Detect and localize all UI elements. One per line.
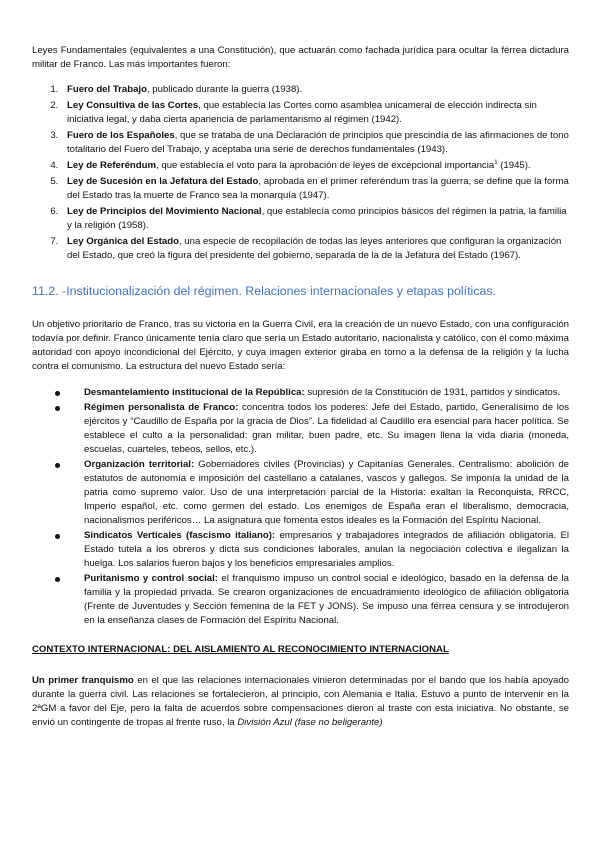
item-text: Gobernadores civiles (Provincias) y Capitanías Generales. Centralismo: abolición de estatutos de autonomía e imposición del castellano a catalanes, vascos y gallegos. Se imponía la unidad de la patria como supremo valor. Uso de una interpretación parcial de la Historia: exaltan la Reconquista, RRCC, Imperio español, etc. como germen del estado. Los enemigos de España eran el liberalismo, democracia, nacionalismos periféricos… La asignatura que fomenta estos ideales es la Formación del Espíritu Nacional. bbox=[84, 459, 569, 526]
list-item bbox=[61, 99, 569, 127]
bullet-icon bbox=[55, 577, 60, 582]
list-item bbox=[84, 458, 569, 528]
section-heading: 11.2. -Institucionalización del régimen. Relaciones internacionales y etapas políticas. bbox=[32, 284, 496, 298]
context-heading: CONTEXTO INTERNACIONAL: DEL AISLAMIENTO AL RECONOCIMIENTO INTERNACIONAL bbox=[32, 644, 449, 655]
law-text-tail: (1945). bbox=[497, 160, 531, 171]
list-item bbox=[61, 205, 569, 233]
law-title: Ley de Principios del Movimiento Nacional bbox=[67, 206, 262, 217]
list-item bbox=[84, 572, 569, 628]
intro-paragraph: Leyes Fundamentales (equivalentes a una Constitución), que actuarán como fachada jurídica para ocultar la férrea dictadura militar de Franco. Las más importantes fueron: bbox=[32, 45, 569, 70]
law-title: Ley Consultiva de las Cortes bbox=[67, 100, 199, 111]
final-lead: Un primer franquismo bbox=[32, 675, 134, 686]
footnote-marker[interactable]: 1 bbox=[494, 159, 498, 166]
state-structure-list bbox=[32, 386, 569, 628]
final-text: en el que las relaciones internacionales vinieron determinadas por el bando que los había apoyado durante la guerra civil. Las relaciones se fortalecieron, al principio, con Alemania e Italia. Estuvo a punto de intervenir en la 2ªGM a favor del Eje, pero la falta de acuerdos sobre compensaciones dieron al traste con esta iniciativa. No obstante, se envió un contingente de tropas al frente ruso, la bbox=[32, 675, 569, 728]
list-item bbox=[61, 129, 569, 157]
list-item bbox=[84, 386, 569, 400]
objective-paragraph: Un objetivo prioritario de Franco, tras su victoria en la Guerra Civil, era la creación de un nuevo Estado, con una configuración todavía por definir. Franco únicamente tenía claro que sería un Estado autoritario, nacionalista y católico, con él como máxima autoridad con apoyo incondicional del Ejército, y cuya imagen exterior giraba en torno a la defensa de la religión y la lucha contra el comunismo. La estructura del nuevo Estado sería: bbox=[32, 319, 570, 372]
law-text: , que establecía como principios básicos del régimen la patria, la familia y la religión (1958). bbox=[67, 206, 567, 231]
law-title: Fuero de los Españoles bbox=[67, 130, 175, 141]
item-text: empresarios y trabajadores integrados de afiliación obligatoria. El Estado tutela a los obreros y dicta sus condiciones laborales, anulan la negociación colectiva e ilegalizan la huelga. Los salarios fueron bajos y los beneficios empresariales amplios. bbox=[84, 530, 570, 569]
list-item bbox=[84, 529, 569, 571]
law-text: , aprobada en el primer referéndum tras la guerra, se define que la forma del Estado tras la muerte de Franco sea la monarquía (1947). bbox=[67, 176, 569, 201]
item-title: Puritanismo y control social: bbox=[84, 573, 218, 584]
item-title: Organización territorial: bbox=[84, 459, 195, 470]
bullet-icon bbox=[55, 406, 60, 411]
item-title: Régimen personalista de Franco: bbox=[84, 402, 239, 413]
final-paragraph bbox=[32, 674, 569, 730]
law-text: , que establecía las Cortes como asamblea unicameral de elección indirecta sin iniciativa legal, y daba cierta apariencia de parlamentarismo al régimen (1942). bbox=[67, 100, 537, 125]
law-text: , una especie de recopilación de todas las leyes anteriores que configuran la organización del Estado, que creó la figura del presidente del gobierno, separada de la de la Jefatura del Estado (1967). bbox=[67, 236, 562, 261]
item-title: Desmantelamiento institucional de la República: bbox=[84, 387, 305, 398]
fundamental-laws-list bbox=[32, 83, 569, 263]
list-item bbox=[61, 83, 569, 97]
item-title: Sindicatos Verticales (fascismo italiano): bbox=[84, 530, 276, 541]
law-text: , que establecía el voto para la aprobación de leyes de excepcional importancia bbox=[156, 160, 495, 171]
bullet-icon bbox=[55, 391, 60, 396]
final-italic: División Azul (fase no beligerante) bbox=[237, 717, 383, 728]
law-title: Ley de Sucesión en la Jefatura del Estado bbox=[67, 176, 259, 187]
law-title: Fuero del Trabajo bbox=[67, 84, 147, 95]
law-text: , publicado durante la guerra (1938). bbox=[146, 84, 303, 95]
item-text: el franquismo impuso un control social e ideológico, basado en la defensa de la familia y la propiedad privada. Se crearon organizaciones de encuadramiento ideológico de afiliación obligatoria (Frente de Juventudes y Sección femenina de la FET y JONS). Se impuso una férrea censura y se introdujeron en la enseñanza clases de Formación del Espíritu Nacional. bbox=[84, 573, 569, 626]
list-item bbox=[61, 159, 569, 173]
item-text: concentra todos los poderes: Jefe del Estado, partido, Generalísimo de los ejércitos y “Caudillo de España por la gracia de Dios”. La fidelidad al Caudillo era esencial para hacer política. Se establece el culto a la personalidad: gran militar, buen padre, etc. Su imagen llena la vida diaria (moneda, escuelas, cuarteles, tebeos, sellos, etc.). bbox=[84, 402, 569, 455]
law-text: , que se trataba de una Declaración de principios que prescindía de las afirmaciones de tono totalitario del Fuero del Trabajo, y aceptaba una serie de derechos fundamentales (1943). bbox=[67, 130, 569, 155]
bullet-icon bbox=[55, 463, 60, 468]
list-item bbox=[61, 235, 569, 263]
bullet-icon bbox=[55, 534, 60, 539]
item-text: supresión de la Constitución de 1931, partidos y sindicatos. bbox=[304, 387, 561, 398]
law-title: Ley de Referéndum bbox=[67, 160, 157, 171]
law-title: Ley Orgánica del Estado bbox=[67, 236, 179, 247]
list-item bbox=[61, 175, 569, 203]
list-item bbox=[84, 401, 569, 457]
